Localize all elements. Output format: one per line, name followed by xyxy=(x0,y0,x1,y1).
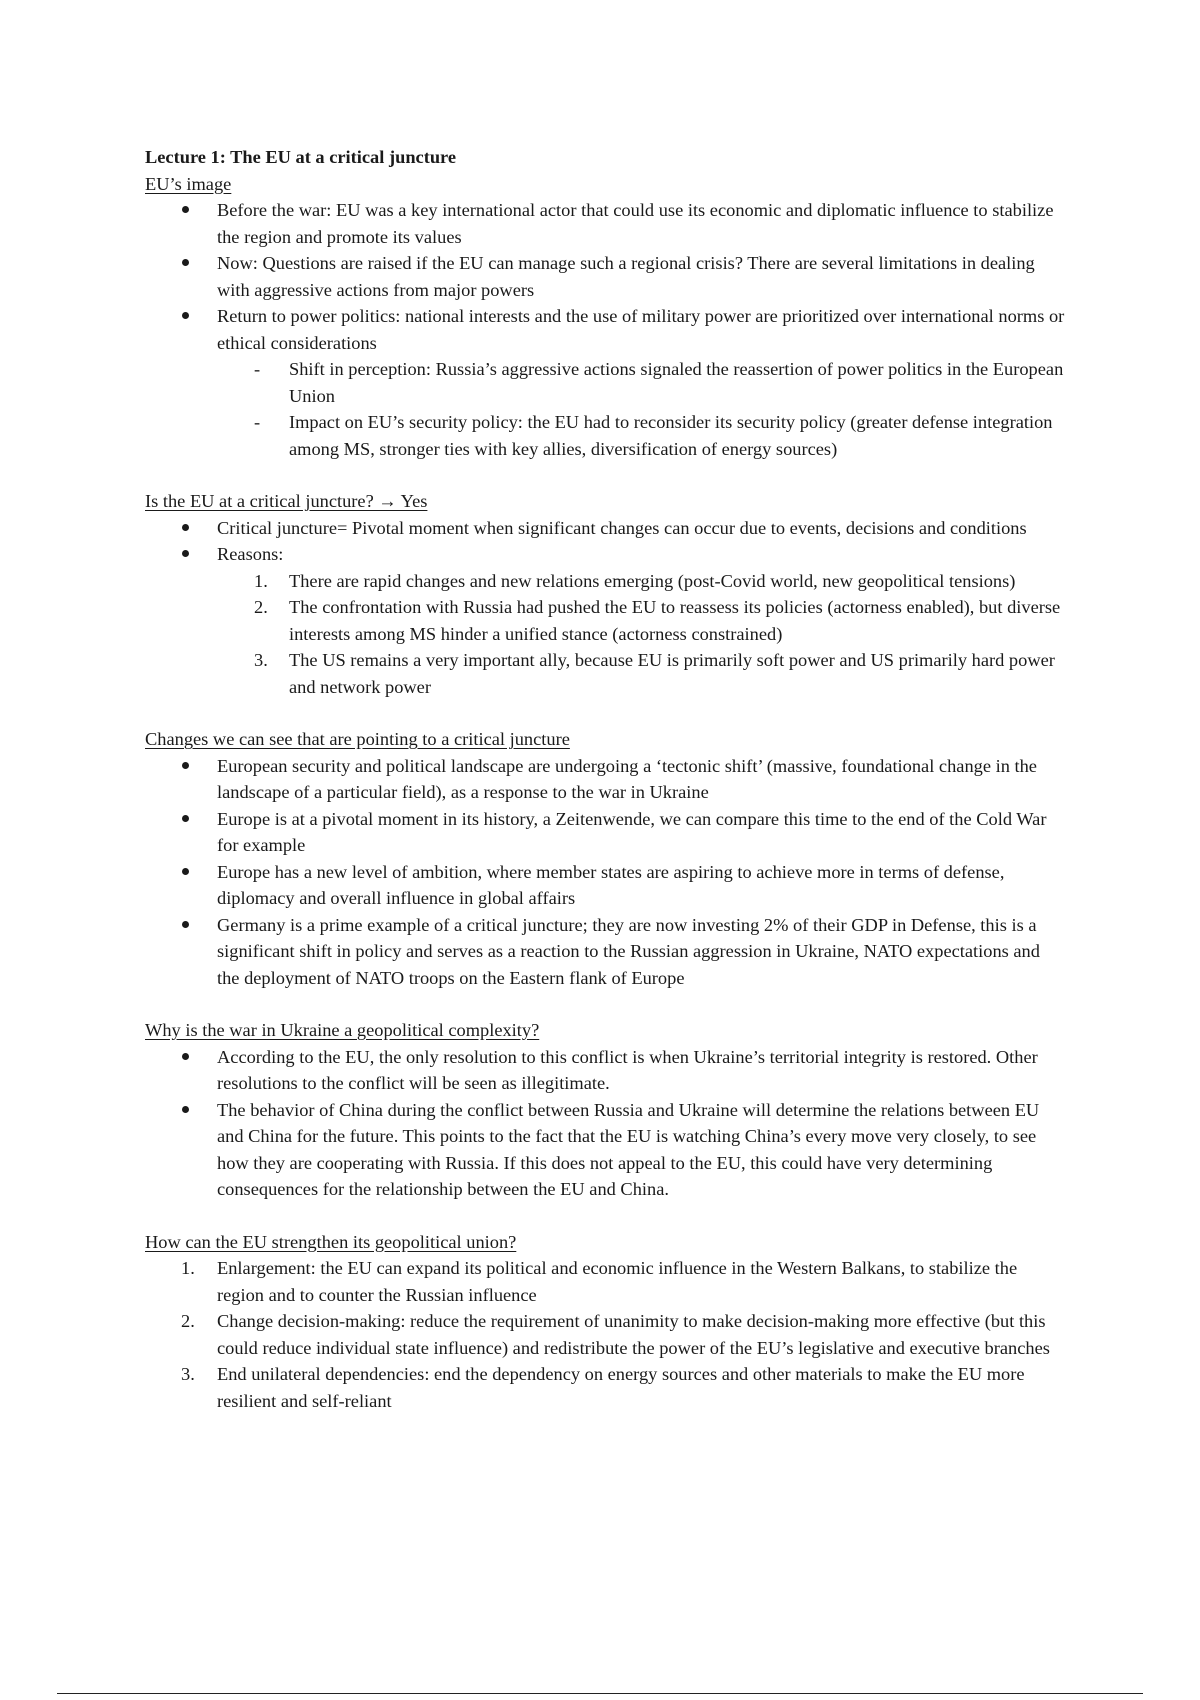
list-item xyxy=(145,303,1065,356)
bullet-list xyxy=(145,197,1065,356)
list-item xyxy=(145,1097,1065,1203)
list-item-text: Europe has a new level of ambition, where member states are aspiring to achieve more in terms of defense, diplomacy and overall influence in global affairs xyxy=(217,861,1005,908)
list-item xyxy=(145,1308,1065,1361)
list-item xyxy=(145,912,1065,992)
list-item xyxy=(145,753,1065,806)
numbered-list xyxy=(145,568,1065,701)
bullet-icon xyxy=(182,806,189,833)
page-bottom-rule xyxy=(57,1693,1143,1694)
list-item xyxy=(145,594,1065,647)
bullet-icon xyxy=(182,515,189,542)
list-item-text: European security and political landscape are undergoing a ‘tectonic shift’ (massive, foundational change in the landscape of a particular field), as a response to the war in Ukraine xyxy=(217,755,1037,802)
list-item xyxy=(145,250,1065,303)
list-item-text: Critical juncture= Pivotal moment when significant changes can occur due to events, decisions and conditions xyxy=(217,517,1027,538)
dash-icon: - xyxy=(254,412,261,432)
section-heading: EU’s image xyxy=(145,173,232,194)
bullet-icon xyxy=(182,303,189,330)
section-heading: Is the EU at a critical juncture? → Yes xyxy=(145,491,428,511)
section-heading: Why is the war in Ukraine a geopolitical complexity? xyxy=(145,1020,540,1040)
list-item-text: The US remains a very important ally, because EU is primarily soft power and US primarily hard power and network power xyxy=(289,650,1055,697)
list-number: 2. xyxy=(254,597,268,617)
section-changes xyxy=(145,726,1065,991)
section-critical-juncture xyxy=(145,488,1065,700)
list-item xyxy=(145,356,1065,409)
list-item-text: According to the EU, the only resolution to this conflict is when Ukraine’s territorial integrity is restored. Other resolutions to the conflict will be seen as illegitimate. xyxy=(217,1046,1038,1093)
section-strengthen-union xyxy=(145,1229,1065,1415)
list-number: 2. xyxy=(181,1311,195,1331)
bullet-icon xyxy=(182,541,189,568)
bullet-icon xyxy=(182,1097,189,1124)
section-geopolitical-complexity xyxy=(145,1017,1065,1203)
list-item xyxy=(145,859,1065,912)
bullet-icon xyxy=(182,1044,189,1071)
list-item-text: Change decision-making: reduce the requirement of unanimity to make decision-making more effective (but this could reduce individual state influence) and redistribute the power of the EU’s legislative and executive branches xyxy=(217,1311,1050,1358)
list-item-text: The confrontation with Russia had pushed the EU to reassess its policies (actorness enabled), but diverse interests among MS hinder a unified stance (actorness constrained) xyxy=(289,597,1061,644)
list-item xyxy=(145,568,1065,595)
list-number: 1. xyxy=(254,570,268,591)
list-item-text: Europe is at a pivotal moment in its history, a Zeitenwende, we can compare this time to the end of the Cold War for example xyxy=(217,808,1047,855)
numbered-list xyxy=(145,1255,1065,1414)
list-item xyxy=(145,647,1065,700)
list-item-text: Now: Questions are raised if the EU can manage such a regional crisis? There are several limitations in dealing with aggressive actions from major powers xyxy=(217,253,1035,300)
list-item xyxy=(145,1361,1065,1414)
list-item-text: Before the war: EU was a key international actor that could use its economic and diplomatic influence to stabilize the region and promote its values xyxy=(217,200,1054,247)
section-heading: How can the EU strengthen its geopolitical union? xyxy=(145,1231,517,1252)
section-eu-image xyxy=(145,171,1065,463)
section-heading: Changes we can see that are pointing to a critical juncture xyxy=(145,729,570,749)
list-item-text: Impact on EU’s security policy: the EU had to reconsider its security policy (greater defense integration among MS, stronger ties with key allies, diversification of energy sources) xyxy=(289,412,1053,459)
bullet-icon xyxy=(182,753,189,780)
bullet-icon xyxy=(182,859,189,886)
list-item-text: The behavior of China during the conflict between Russia and Ukraine will determine the relations between EU and China for the future. This points to the fact that the EU is watching China’s every move very closely, to see how they are cooperating with Russia. If this does not appeal to the EU, this could have very determining consequences for the relationship between the EU and China. xyxy=(217,1099,1040,1199)
dash-list xyxy=(145,356,1065,462)
list-item xyxy=(145,1044,1065,1097)
list-item xyxy=(145,806,1065,859)
bullet-list xyxy=(145,753,1065,992)
bullet-list xyxy=(145,1044,1065,1203)
list-number: 3. xyxy=(254,650,268,670)
list-number: 1. xyxy=(181,1258,195,1278)
bullet-icon xyxy=(182,912,189,939)
list-item xyxy=(145,197,1065,250)
list-item xyxy=(145,1255,1065,1308)
list-item-text: There are rapid changes and new relations emerging (post-Covid world, new geopolitical tensions) xyxy=(289,570,1016,591)
bullet-icon xyxy=(182,197,189,224)
document-title: Lecture 1: The EU at a critical juncture xyxy=(145,147,457,167)
bullet-icon xyxy=(182,250,189,277)
list-item xyxy=(145,541,1065,568)
dash-icon: - xyxy=(254,359,261,379)
bullet-list xyxy=(145,515,1065,568)
list-item xyxy=(145,409,1065,462)
list-item-text: Return to power politics: national interests and the use of military power are prioritized over international norms or ethical considerations xyxy=(217,306,1065,353)
list-item-text: End unilateral dependencies: end the dependency on energy sources and other materials to make the EU more resilient and self-reliant xyxy=(217,1364,1025,1411)
list-number: 3. xyxy=(181,1364,195,1384)
list-item-text: Germany is a prime example of a critical juncture; they are now investing 2% of their GDP in Defense, this is a significant shift in policy and serves as a reaction to the Russian aggression in Ukraine, NATO expectations and the deployment of NATO troops on the Eastern flank of Europe xyxy=(217,914,1040,988)
document-page xyxy=(145,144,1065,1414)
list-item-text: Reasons: xyxy=(217,544,284,564)
list-item-text: Shift in perception: Russia’s aggressive actions signaled the reassertion of power politics in the European Union xyxy=(289,359,1064,406)
list-item-text: Enlargement: the EU can expand its political and economic influence in the Western Balkans, to stabilize the region and to counter the Russian influence xyxy=(217,1258,1018,1305)
list-item xyxy=(145,515,1065,542)
